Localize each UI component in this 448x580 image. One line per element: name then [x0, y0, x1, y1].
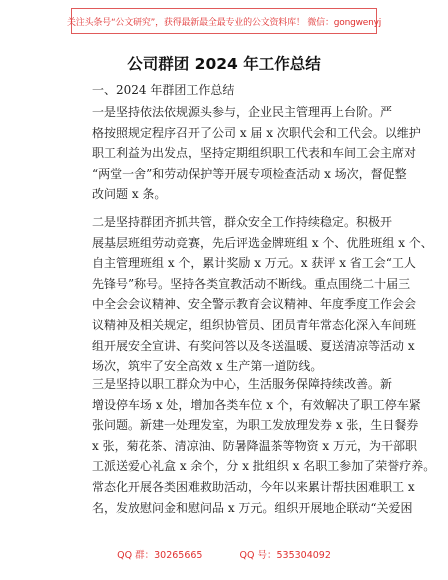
paragraph-line: 二是坚持群团齐抓共管，群众安全工作持续稳定。积极开 — [92, 215, 393, 229]
paragraph-line: “两堂一舍”和劳动保护等开展专项检查活动 x 场次，督促整 — [92, 166, 407, 181]
paragraph-line: 场次，筑牢了安全高效 x 生产第一道防线。 — [92, 359, 323, 374]
promo-banner — [66, 8, 382, 34]
paragraph-line: 张问题。新建一处理发室，为职工发放理发券 x 张，生日餐券 — [92, 418, 419, 433]
paragraph-line: 常态化开展各类困难救助活动，今年以来累计帮扶困难职工 x — [92, 479, 415, 494]
paragraph-line: 改问题 x 条。 — [92, 187, 167, 202]
paragraph-2 — [92, 212, 433, 377]
paragraph-line: x 张，菊花茶、清凉油、防暑降温茶等物资 x 万元，为干部职 — [92, 438, 417, 453]
document-title: 公司群团 2024 年工作总结 — [127, 55, 321, 73]
paragraph-line: 工派送爱心礼盒 x 余个，分 x 批组织 x 名职工参加了荣誉疗养。 — [92, 459, 436, 474]
paragraph-3 — [92, 374, 436, 518]
qq-group-number: QQ 群：30265665 — [117, 550, 203, 561]
paragraph-line: 先锋号”称号。坚持各类宣教活动不断线。重点围绕二十届三 — [92, 276, 411, 291]
paragraph-line: 名，发放慰问金和慰问品 x 万元。组织开展地企联动“关爱困 — [92, 500, 413, 515]
contact-footer — [0, 547, 448, 561]
paragraph-line: 一是坚持依法依规源头参与，企业民主管理再上台阶。严 — [92, 105, 393, 119]
paragraph-line: 中全会会议精神、安全警示教育会议精神、年度季度工作会会 — [92, 297, 417, 312]
paragraph-line: 展基层班组劳动竞赛，先后评选金牌班组 x 个、优胜班组 x 个、 — [92, 235, 433, 250]
paragraph-line: 格按照规定程序召开了公司 x 届 x 次职代会和工代会。以维护 — [92, 125, 421, 140]
section-heading: 一、2024 年群团工作总结 — [92, 83, 235, 97]
paragraph-line: 职工利益为出发点，坚持定期组织职工代表和车间工会主席对 — [92, 146, 417, 161]
paragraph-line: 三是坚持以职工群众为中心，生活服务保障持续改善。新 — [92, 377, 393, 391]
promo-banner-text: 关注头条号“公文研究”，获得最新最全最专业的公文资料库！ 微信：gongwenyj — [66, 17, 382, 28]
paragraph-line: 增设停车场 x 处，增加各类车位 x 个，有效解决了职工停车紧 — [92, 397, 421, 412]
paragraph-line: 组开展安全宣讲、有奖问答以及冬送温暖、夏送清凉等活动 x — [92, 338, 415, 353]
paragraph-line: 自主管理班组 x 个，累计奖励 x 万元。x 获评 x 省工会“工人 — [92, 256, 416, 271]
qq-account-number: QQ 号：535304092 — [239, 550, 331, 561]
paragraph-1 — [92, 102, 421, 205]
paragraph-line: 议精神及相关规定，组织协管员、团员青年常态化深入车间班 — [92, 317, 417, 332]
